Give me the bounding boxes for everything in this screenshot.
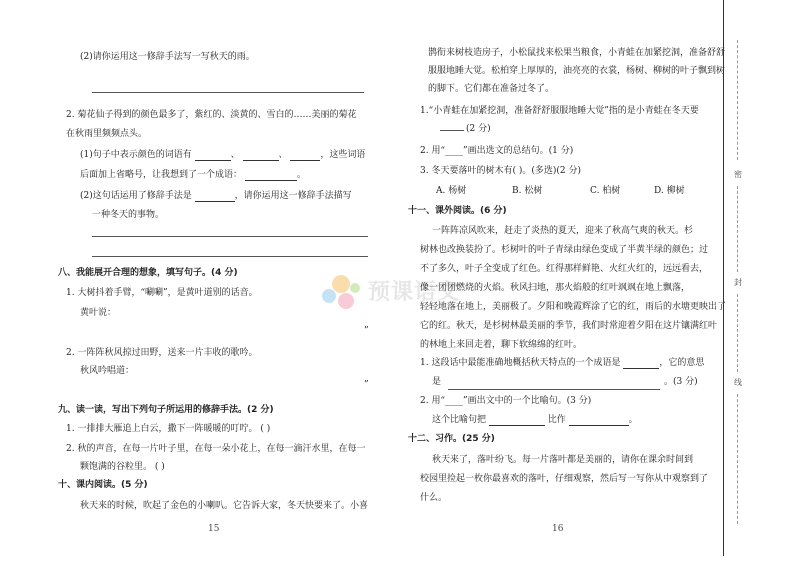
s10-q2: 2. 用“____”画出选文的总结句。(1 分): [420, 146, 574, 156]
s11-q2-text: 这个比喻句把: [432, 415, 487, 425]
option-d[interactable]: D. 柳树: [654, 186, 685, 196]
passage-line: 服服地睡大觉。松柏穿上厚厚的，油亮亮的衣裳，杨树、柳树的叶子飘到树: [428, 66, 726, 76]
section-9-title: 九、读一读，写出下列句子所运用的修辞手法。(2 分): [58, 405, 274, 415]
watermark-logo-icon: [322, 273, 362, 313]
q2-2-cont: 一种冬天的事物。: [92, 210, 165, 220]
s11-q2: 2. 用“____”画出文中的一个比喻句。(3 分): [420, 396, 592, 406]
section-11-title: 十一、课外阅读。(6 分): [408, 206, 507, 216]
option-c[interactable]: C. 柏树: [590, 186, 621, 196]
blank[interactable]: [290, 151, 320, 161]
seal-dashes: [737, 40, 738, 160]
answer-line: [440, 130, 464, 131]
q2-2: [80, 191, 352, 202]
option-a[interactable]: A. 杨树: [436, 186, 467, 196]
page-number: 16: [552, 524, 564, 534]
seal-dashes: [737, 294, 738, 372]
s11-q1-text: 1. 这段话中最能准确地概括秋天特点的一个成语是: [420, 358, 621, 368]
essay-prompt: 秋天来了，落叶纷飞。每一片落叶都是美丽的，请你在课余时间到: [432, 455, 694, 465]
blank[interactable]: [243, 151, 279, 161]
answer-line: [92, 92, 364, 93]
s8-q1: 1. 大树抖着手臂，“唰唰”，是黄叶道别的话音。: [66, 288, 258, 298]
period: 。: [628, 415, 638, 425]
blank[interactable]: [195, 151, 231, 161]
page-number: 15: [208, 524, 220, 534]
quote-mark: ”: [364, 380, 369, 390]
watermark-text: 预课语文: [368, 280, 461, 306]
sep: 、: [278, 150, 288, 160]
passage-line: 不了多久，叶子全变成了红色。红得那样鲜艳、火红火红的，远远看去，: [420, 264, 709, 274]
passage-line: 一阵阵凉风吹来，赶走了炎热的夏天，迎来了秋高气爽的秋天。杉: [432, 226, 694, 236]
answer-parens[interactable]: ( ): [260, 424, 271, 434]
seal-dashes: [737, 394, 738, 524]
blank[interactable]: [489, 416, 545, 426]
score: 。(3 分): [664, 377, 698, 387]
s11-q1: [420, 358, 704, 369]
blank[interactable]: [195, 192, 235, 202]
s10-q3: 3. 冬天要落叶的树木有( )。(多选)(2 分): [420, 166, 581, 176]
essay-prompt: 什么。: [420, 493, 448, 503]
s9-q2-cont: [80, 462, 165, 473]
s9-q2: 2. 秋的声音，在每一片叶子里，在每一朵小花上，在每一滴汗水里，在每一: [66, 444, 366, 454]
period: 。: [296, 170, 306, 180]
answer-line: [92, 256, 368, 257]
seal-dashes: [737, 186, 738, 272]
blank[interactable]: [569, 416, 629, 426]
blank[interactable]: [623, 359, 659, 369]
passage-line: 轻轻地落在地上，美丽极了。夕阳和晚霞辉涂了它的红，雨后的水塘更映出了: [420, 302, 727, 312]
answer-line: [92, 236, 368, 237]
passage-line: 鹊衔来树枝造房子，小松鼠找来松果当粮食，小青蛙在加紧挖洞，准备舒舒: [428, 48, 726, 58]
passage-line: 树林也改换装扮了。杉树叶的叶子青绿由绿色变成了半黄半绿的颜色；过: [420, 245, 709, 255]
s8-q2-answer: 秋风吟唱道：: [80, 366, 135, 376]
quote-mark: ”: [364, 326, 369, 336]
q-rain-prompt: (2)请你运用这一修辞手法写一写秋天的雨。: [80, 52, 255, 62]
binding-char: 密: [734, 170, 742, 179]
s11-q2-cont: [432, 415, 638, 426]
q2-1: [80, 150, 365, 161]
binding-char: 封: [734, 278, 742, 287]
binding-line: [723, 0, 724, 556]
passage-line: 的林地上来回走着，聊下软绵绵的红叶。: [420, 340, 583, 350]
s9-q1-text: 1. 一排排大雁追上白云，撒下一阵暖暖的叮咛。: [66, 424, 258, 434]
reading-passage: 秋天来的时候，吹起了金色的小喇叭。它告诉大家，冬天快要来了。小喜: [80, 501, 369, 511]
passage-line: 像一团团燃烧的火焰。秋风扫地，那火焰般的红叶飒飒在地上飘落，: [420, 283, 691, 293]
q2-2-tail: ，请你运用这一修辞手法描写: [234, 191, 352, 201]
section-10-title: 十、课内阅读。(5 分): [58, 480, 148, 490]
sep: 、: [230, 150, 240, 160]
option-b[interactable]: B. 松树: [512, 186, 543, 196]
s8-q1-answer: 黄叶说：: [80, 308, 117, 318]
score: (2 分): [466, 124, 491, 134]
essay-prompt: 校园里捡起一枚你最喜欢的落叶，仔细观察，然后写一写你从中观察到了: [420, 474, 709, 484]
blank[interactable]: [245, 171, 297, 181]
q2-stem-cont: 在秋雨里频频点头。: [66, 129, 148, 139]
answer-line: [448, 389, 660, 390]
s9-q2-cont-text: 颗饱满的谷粒里。: [80, 462, 153, 472]
s8-q2: 2. 一阵阵秋风掠过田野，送来一片丰收的歌吟。: [66, 348, 258, 358]
section-12-title: 十二、习作。(25 分): [408, 434, 495, 444]
s10-q1: 1.“小青蛙在加紧挖洞，准备舒舒服服地睡大觉”指的是小青蛙在冬天要: [420, 106, 699, 116]
passage-line: 的脚下。它们都在准备过冬了。: [428, 84, 555, 94]
answer-parens[interactable]: ( ): [154, 462, 165, 472]
q2-stem: 2. 菊花仙子得到的颜色最多了，紫红的、淡黄的、雪白的……美丽的菊花: [66, 110, 357, 120]
q2-1-text: (1)句子中表示颜色的词语有: [80, 150, 192, 160]
q2-2-text: (2)这句话运用了: [80, 191, 147, 201]
q2-2-text: 修辞手法是: [146, 191, 192, 201]
q2-1-tail: ，这些词语: [320, 150, 366, 160]
q2-1-cont-text: 后面加上省略号，让我想到了一个成语：: [80, 170, 243, 180]
binding-char: 线: [734, 378, 742, 387]
passage-line: 它的红。秋天，是杉树林最美丽的季节，我们时常迎着夕阳在这片镶满红叶: [420, 321, 718, 331]
s11-q1-cont: 是: [432, 377, 442, 387]
s11-q2-text: 比作: [547, 415, 566, 425]
s9-q1: [66, 424, 270, 435]
q2-1-cont: [80, 170, 306, 181]
s11-q1-tail: ，它的意思: [659, 358, 705, 368]
section-8-title: 八、我能展开合理的想象，填写句子。(4 分): [58, 268, 238, 278]
